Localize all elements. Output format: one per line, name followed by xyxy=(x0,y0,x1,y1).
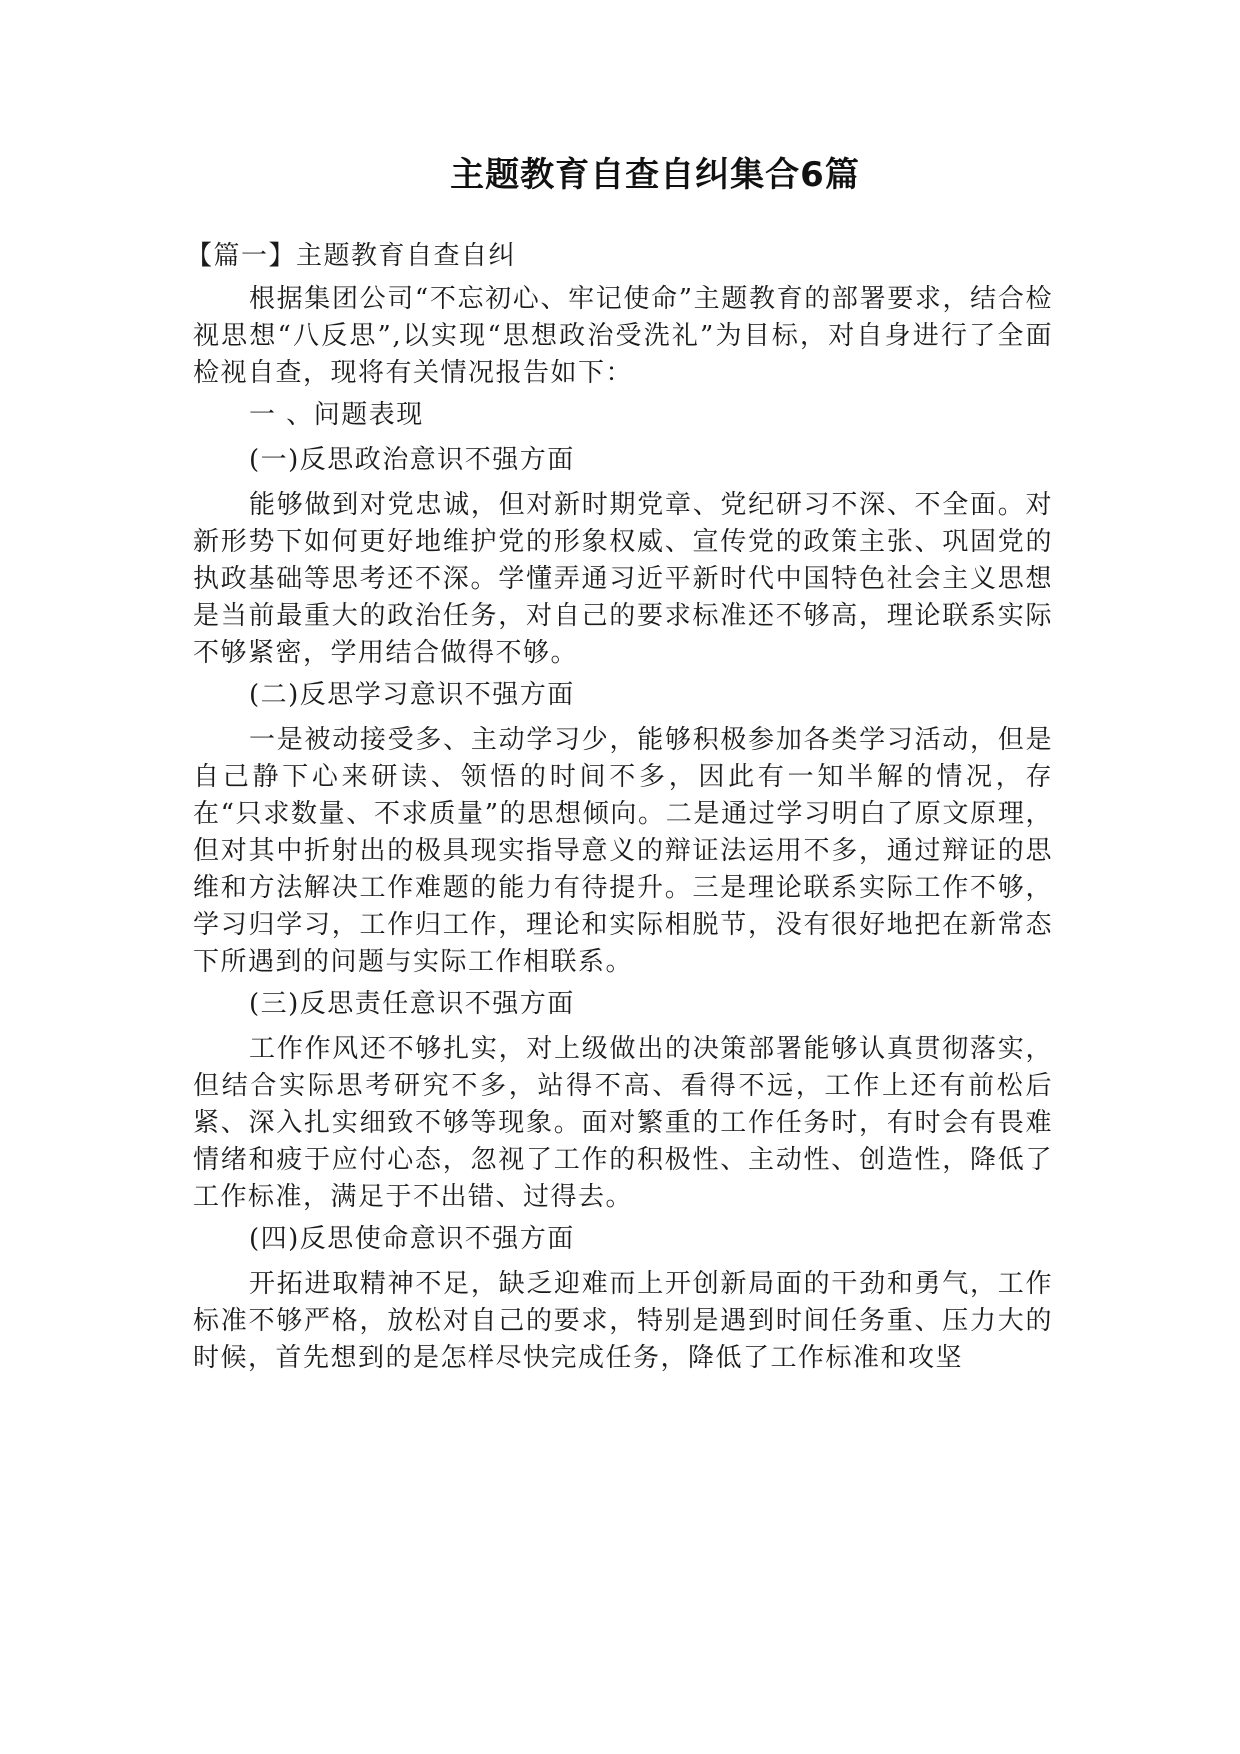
item-paragraph-2: 一是被动接受多、主动学习少，能够积极参加各类学习活动，但是自己静下心来研读、领悟的时间不多，因此有一知半解的情况，存在“只求数量、不求质量”的思想倾向。二是通过学习明白了原文原理，但对其中折射出的极具现实指导意义的辩证法运用不多，通过辩证的思维和方法解决工作难题的能力有待提升。三是理论联系实际工作不够，学习归学习，工作归工作，理论和实际相脱节，没有很好地把在新常态下所遇到的问题与实际工作相联系。 xyxy=(193,725,1053,977)
item-paragraph-3: 工作作风还不够扎实，对上级做出的决策部署能够认真贯彻落实，但结合实际思考研究不多，站得不高、看得不远，工作上还有前松后紧、深入扎实细致不够等现象。面对繁重的工作任务时，有时会有畏难情绪和疲于应付心态，忽视了工作的积极性、主动性、创造性，降低了工作标准，满足于不出错、过得去。 xyxy=(193,1034,1053,1212)
item-paragraph-1: 能够做到对党忠诚，但对新时期党章、党纪研习不深、不全面。对新形势下如何更好地维护党的形象权威、宣传党的政策主张、巩固党的执政基础等思考还不深。学懂弄通习近平新时代中国特色社会主义思想是当前最重大的政治任务，对自己的要求标准还不够高，理论联系实际不够紧密，学用结合做得不够。 xyxy=(193,490,1053,668)
document-body xyxy=(186,238,1053,1382)
document-title: 主题教育自查自纠集合6篇 xyxy=(450,155,860,195)
part-heading: 一 、问题表现 xyxy=(249,400,424,430)
section-label: 【篇一】主题教育自查自纠 xyxy=(186,241,517,271)
item-heading-3: (三)反思责任意识不强方面 xyxy=(249,989,575,1019)
item-heading-4: (四)反思使命意识不强方面 xyxy=(249,1224,575,1254)
intro-paragraph: 根据集团公司“不忘初心、牢记使命”主题教育的部署要求，结合检视思想“八反思”,以实现“思想政治受洗礼”为目标，对自身进行了全面检视自查，现将有关情况报告如下： xyxy=(193,284,1053,388)
item-paragraph-4: 开拓进取精神不足，缺乏迎难而上开创新局面的干劲和勇气，工作标准不够严格，放松对自己的要求，特别是遇到时间任务重、压力大的时候，首先想到的是怎样尽快完成任务，降低了工作标准和攻坚 xyxy=(193,1269,1053,1373)
item-heading-2: (二)反思学习意识不强方面 xyxy=(249,680,575,710)
item-heading-1: (一)反思政治意识不强方面 xyxy=(249,445,575,475)
